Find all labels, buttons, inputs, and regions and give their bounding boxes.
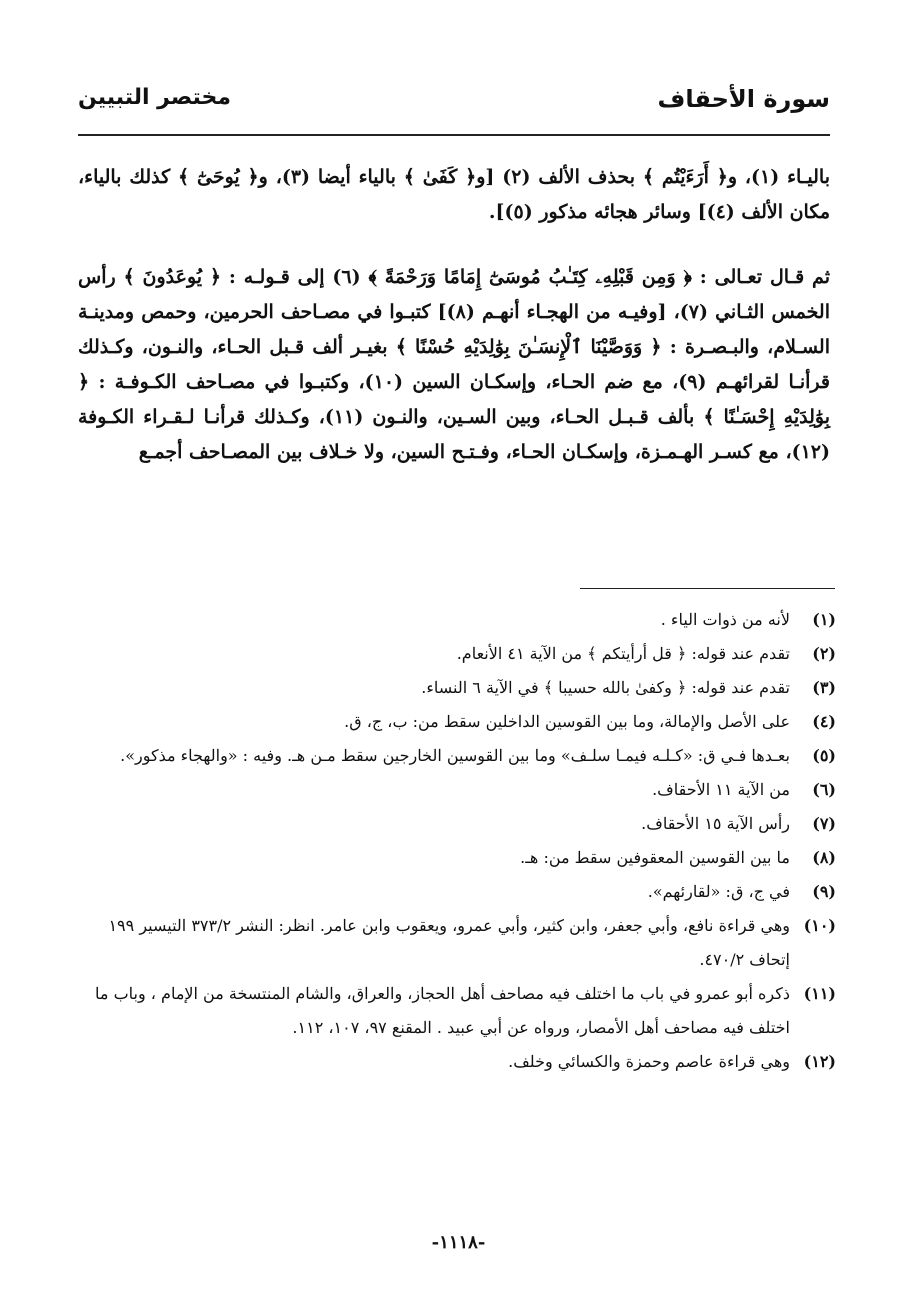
footnote-item xyxy=(78,637,836,671)
surah-title: سورة الأحقاف xyxy=(657,85,830,113)
footnote-text: في ج، ق: «لقارئهم». xyxy=(647,882,790,901)
page-number: -١١١٨- xyxy=(431,1232,486,1253)
page-header xyxy=(78,85,830,125)
footnote-text: على الأصل والإمالة، وما بين القوسين الداخلين سقط من: ب، ج، ق. xyxy=(344,712,790,731)
footnote-number: (٢) xyxy=(812,644,836,663)
footnote-text: رأس الآية ١٥ الأحقاف. xyxy=(641,814,790,833)
footnote-item xyxy=(78,909,836,977)
footnote-number: (٦) xyxy=(812,780,836,799)
footnote-number: (٩) xyxy=(812,882,836,901)
footnote-number: (٣) xyxy=(812,678,836,697)
paragraph-2: ثم قـال تعـالى : ﴿ وَمِن قَبْلِهِۦ كِتَـٰبُ مُوسَىٰٓ إِمَامًا وَرَحْمَةً ﴾ (٦) إلى قـولـه : ﴿ يُوعَدُونَ ﴾ رأس الخمس الثـاني (٧)، [وفيـه من الهجـاء أنهـم (٨)] كتبـوا في مصـاحف الحرمين، وحمص ومدينـة السـلام، والبـصـرة : ﴿ وَوَصَّيْنَا ٱلْإِنسَـٰنَ بِوَٰلِدَيْهِ حُسْنًا ﴾ بغيـر ألف قـبل الحـاء، والنـون، وكـذلك قرأنـا لقرائهـم (٩)، مع ضم الحـاء، وإسكـان السين (١٠)، وكتبـوا في مصـاحف الكـوفـة : ﴿ بِوَٰلِدَيْهِ إِحْسَـٰنًا ﴾ بألف قـبـل الحـاء، وبين السـين، والنـون (١١)، وكـذلك قرأنـا لـقـراء الكـوفة (١٢)، مع كسـر الهـمـزة، وإسكـان الحـاء، وفـتـح السين، ولا خـلاف بين المصـاحف أجمـع xyxy=(78,266,830,463)
footnote-text: ذكره أبو عمرو في باب ما اختلف فيه مصاحف أهل الحجاز، والعراق، والشام المنتسخة من الإمام ، وباب ما اختلف فيه مصاحف أهل الأمصار، ورواه عن أبي عبيد . المقنع ٩٧، ١٠٧، ١١٢. xyxy=(95,984,790,1037)
footnote-number: (١) xyxy=(812,610,836,629)
header-divider xyxy=(78,134,830,136)
footnote-number: (٨) xyxy=(812,848,836,867)
footnote-text: وهي قراءة نافع، وأبي جعفر، وابن كثير، وأبي عمرو، ويعقوب وابن عامر. انظر: النشر ٣٧٣/٢ التيسير ١٩٩ إتحاف ٤٧٠/٢. xyxy=(108,916,790,969)
footnote-divider xyxy=(580,588,835,589)
footnote-number: (٧) xyxy=(812,814,836,833)
footnote-item xyxy=(78,977,836,1045)
footnote-item xyxy=(78,807,836,841)
footnote-item xyxy=(78,705,836,739)
footnote-item xyxy=(78,841,836,875)
footnote-item xyxy=(78,773,836,807)
footnote-number: (٥) xyxy=(812,746,836,765)
footnote-item xyxy=(78,739,836,773)
footnote-number: (١١) xyxy=(803,984,836,1003)
book-title: مختصر التبيين xyxy=(78,85,232,110)
footnote-item xyxy=(78,671,836,705)
footnote-number: (٤) xyxy=(812,712,836,731)
footnote-text: لأنه من ذوات الياء . xyxy=(660,610,790,629)
footnote-text: بعـدها فـي ق: «كـلـه فيمـا سلـف» وما بين القوسين الخارجين سقط مـن هـ. وفيه : «والهجاء مذكور». xyxy=(120,746,790,765)
footnote-item xyxy=(78,603,836,637)
footnote-item xyxy=(78,1045,836,1079)
footnote-item xyxy=(78,875,836,909)
footnote-text: ما بين القوسين المعقوفين سقط من: هـ. xyxy=(520,848,790,867)
footnote-number: (١٠) xyxy=(803,916,836,935)
footnote-text: وهي قراءة عاصم وحمزة والكسائي وخلف. xyxy=(508,1052,790,1071)
footnote-number: (١٢) xyxy=(803,1052,836,1071)
footnote-text: من الآية ١١ الأحقاف. xyxy=(652,780,790,799)
paragraph-1: باليـاء (١)، و﴿ أَرَءَيْتُم ﴾ بحذف الألف (٢) [و﴿ كَفَىٰ ﴾ بالياء أيضا (٣)، و﴿ يُوحَىٰٓ ﴾ كذلك بالياء، مكان الألف (٤)] وسائر هجائه مذكور (٥)]. xyxy=(78,166,831,223)
footnote-text: تقدم عند قوله: ﴿ قل أرأيتكم ﴾ من الآية ٤١ الأنعام. xyxy=(456,644,790,663)
main-text xyxy=(78,160,830,470)
footnote-text: تقدم عند قوله: ﴿ وكفىٰ بالله حسيبا ﴾ في الآية ٦ النساء. xyxy=(421,678,790,697)
footnotes xyxy=(78,603,836,1079)
